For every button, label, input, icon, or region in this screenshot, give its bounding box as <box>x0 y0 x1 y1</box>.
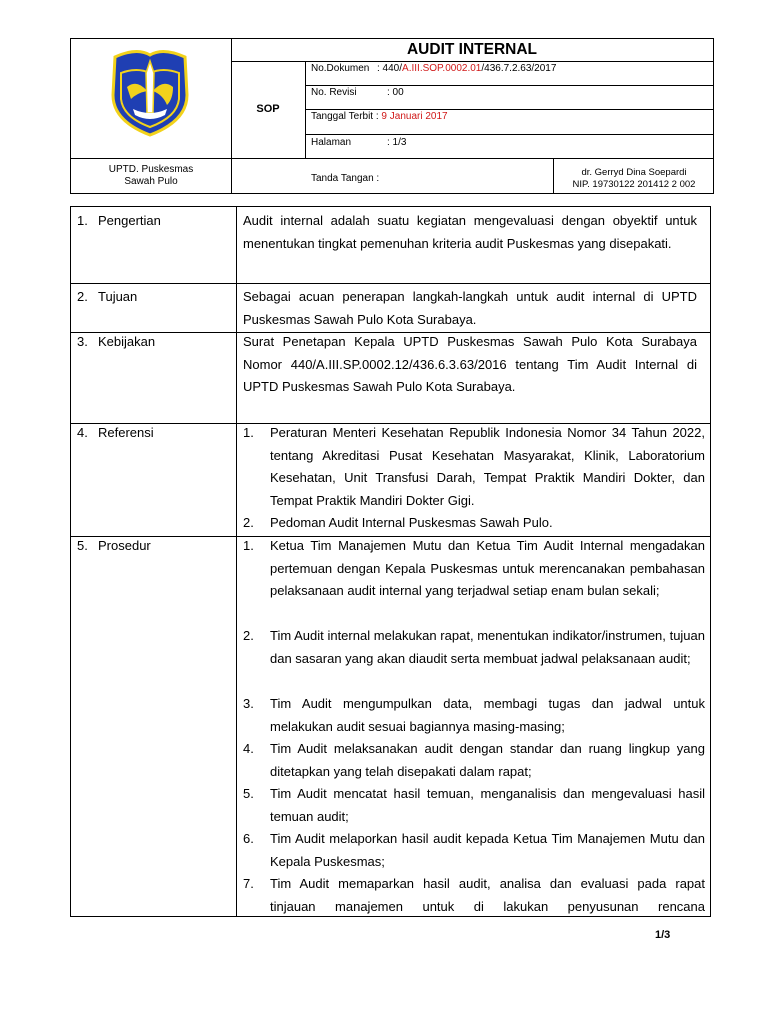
document-title: AUDIT INTERNAL <box>406 41 538 58</box>
header-divider <box>71 158 713 159</box>
doc-number-code: A.III.SOP.0002.01 <box>402 63 482 74</box>
header-divider <box>305 85 713 86</box>
doc-number-prefix: : 440/ <box>377 63 403 74</box>
prosedur-item: 4. Tim Audit melaksanakan audit dengan standar dan ruang lingkup yang ditetapkan yang telah disepakati dalam rapat; <box>243 741 705 779</box>
signer-nip: NIP. 19730122 201412 2 002 <box>572 179 696 190</box>
referensi-item: 1. Peraturan Menteri Kesehatan Republik Indonesia Nomor 34 Tahun 2022, tentang Akreditasi Pusat Kesehatan Masyarakat, Klinik, Laboratorium Kesehatan, Unit Transfusi Darah, Tempat Praktik Mandiri Dokter, dan Tempat Praktik Mandiri Dokter Gigi. <box>243 425 705 508</box>
section-label-prosedur: 5. Prosedur <box>77 538 151 553</box>
kebijakan-text: Surat Penetapan Kepala UPTD Puskesmas Sawah Pulo Kota Surabaya Nomor 440/A.III.SP.0002.12/436.6.3.63/2016 tentang Tim Audit Internal di UPTD Puskesmas Sawah Pulo Kota Surabaya. <box>243 334 697 394</box>
page-label: Halaman <box>311 137 352 148</box>
section-label-pengertian: 1. Pengertian <box>77 213 161 228</box>
section-label-tujuan: 2. Tujuan <box>77 289 138 304</box>
page-value: : 1/3 <box>387 137 407 148</box>
header-divider <box>305 134 713 135</box>
prosedur-item: 3. Tim Audit mengumpulkan data, membagi tugas dan jadwal untuk melakukan audit sesuai bagiannya masing-masing; <box>243 696 705 734</box>
page-number: 1/3 <box>655 929 671 941</box>
revision-label: No. Revisi <box>311 87 357 98</box>
tujuan-text: Sebagai acuan penerapan langkah-langkah untuk audit internal di UPTD Puskesmas Sawah Pulo Kota Surabaya. <box>243 289 697 327</box>
doc-number-label: No.Dokumen <box>311 63 370 74</box>
prosedur-item: 5. Tim Audit mencatat hasil temuan, menganalisis dan mengevaluasi hasil temuan audit; <box>243 786 705 824</box>
content-table <box>70 206 711 917</box>
unit-name <box>71 164 231 188</box>
prosedur-item: 7. Tim Audit memaparkan hasil audit, analisa dan evaluasi pada rapat tinjauan manajemen untuk di lakukan penyusunan rencana <box>243 876 705 914</box>
issue-date-row <box>311 111 448 123</box>
signer-name: dr. Gerryd Dina Soepardi <box>581 167 687 178</box>
signer-block <box>553 167 715 191</box>
issue-date-label: Tanggal Terbit : <box>311 111 379 122</box>
page-row <box>311 137 406 149</box>
doc-number-row <box>311 63 556 75</box>
row-divider <box>71 283 710 284</box>
unit-name-line2: Sawah Pulo <box>124 176 178 187</box>
signature-label: Tanda Tangan : <box>311 173 380 184</box>
sop-label: SOP <box>256 103 280 115</box>
prosedur-item: 1. Ketua Tim Manajemen Mutu dan Ketua Tim Audit Internal mengadakan pertemuan dengan Kepala Puskesmas untuk merencanakan pembahasan pelaksanaan audit internal yang terjadwal setiap enam bulan sekali; <box>243 538 705 598</box>
prosedur-item: 2. Tim Audit internal melakukan rapat, menentukan indikator/instrumen, tujuan dan sasaran yang akan diaudit serta membuat jadwal pelaksanaan audit; <box>243 628 705 666</box>
doc-number-suffix: /436.7.2.63/2017 <box>481 63 557 74</box>
section-label-kebijakan: 3. Kebijakan <box>77 334 156 349</box>
surabaya-city-emblem <box>107 43 193 139</box>
column-divider <box>236 207 237 916</box>
issue-date-value: 9 Januari 2017 <box>381 111 448 122</box>
revision-row <box>311 87 404 99</box>
header-divider <box>305 109 713 110</box>
section-label-referensi: 4. Referensi <box>77 425 154 440</box>
referensi-item: 2. Pedoman Audit Internal Puskesmas Sawah Pulo. <box>243 515 553 530</box>
prosedur-item: 6. Tim Audit melaporkan hasil audit kepada Ketua Tim Manajemen Mutu dan Kepala Puskesmas; <box>243 831 705 869</box>
pengertian-text: Audit internal adalah suatu kegiatan mengevaluasi dengan obyektif untuk menentukan tingkat pemenuhan kriteria audit Puskesmas yang disepakati. <box>243 213 697 251</box>
unit-name-line1: UPTD. Puskesmas <box>108 164 194 175</box>
document-header-table <box>70 38 714 194</box>
revision-value: : 00 <box>387 87 404 98</box>
